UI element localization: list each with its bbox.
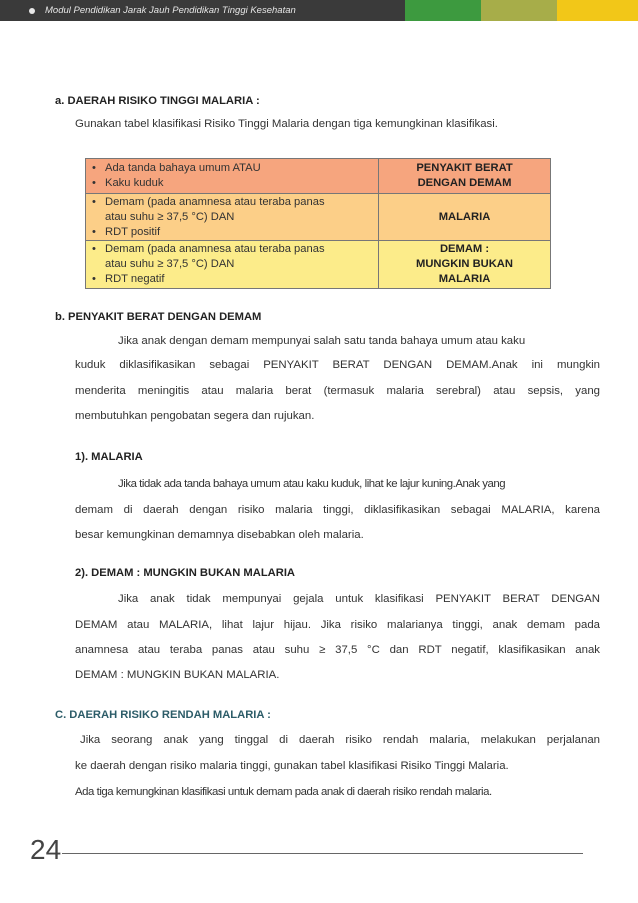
page-number: 24 <box>30 834 62 865</box>
section-c-heading: C. DAERAH RISIKO RENDAH MALARIA : <box>55 709 271 721</box>
table-row <box>86 194 551 241</box>
bullet-icon: • <box>92 273 96 285</box>
bullet-icon <box>29 8 35 14</box>
table-row <box>86 241 551 289</box>
paragraph-line: kuduk diklasifikasikan sebagai PENYAKIT BERAT DENGAN DEMAM.Anak ini mungkin <box>75 359 600 371</box>
paragraph-line: anamnesa atau teraba panas atau suhu ≥ 37,5 °C dan RDT negatif, klasifikasikan anak <box>75 644 600 656</box>
paragraph-line: membutuhkan pengobatan segera dan rujukan. <box>75 410 315 422</box>
signs-cell <box>86 159 379 194</box>
classification-cell <box>379 241 551 289</box>
sign-text: Demam (pada anamnesa atau teraba panas <box>105 195 325 208</box>
classification-text: MALARIA <box>438 273 491 285</box>
paragraph-line: Jika tidak ada tanda bahaya umum atau kaku kuduk, lihat ke lajur kuning.Anak yang <box>118 478 506 490</box>
paragraph-line: Jika seorang anak yang tinggal di daerah risiko rendah malaria, melakukan perjalanan <box>80 734 600 746</box>
header-title-bar <box>0 0 405 21</box>
sub1-heading: 1). MALARIA <box>75 451 143 463</box>
classification-text: PENYAKIT BERAT <box>416 162 513 174</box>
paragraph-line: Jika anak tidak mempunyai gejala untuk klasifikasi PENYAKIT BERAT DENGAN <box>118 593 600 605</box>
paragraph-line: ke daerah dengan risiko malaria tinggi, gunakan tabel klasifikasi Risiko Tinggi Malaria. <box>75 760 509 772</box>
classification-text: MUNGKIN BUKAN <box>416 258 513 270</box>
table-row <box>86 159 551 194</box>
header-olive-block <box>481 0 557 21</box>
section-a-heading: a. DAERAH RISIKO TINGGI MALARIA : <box>55 95 260 107</box>
sign-text: Demam (pada anamnesa atau teraba panas <box>105 243 325 255</box>
bullet-icon: • <box>92 225 96 238</box>
paragraph-line: DEMAM : MUNGKIN BUKAN MALARIA. <box>75 669 280 681</box>
classification-table <box>85 158 551 289</box>
bullet-icon: • <box>92 177 96 189</box>
paragraph-line: demam di daerah dengan risiko malaria tinggi, diklasifikasikan sebagai MALARIA, karena <box>75 504 600 516</box>
footer-rule <box>62 853 583 854</box>
sign-text: RDT positif <box>105 225 161 238</box>
classification-text: DEMAM : <box>439 243 490 255</box>
classification-text: DENGAN DEMAM <box>417 177 512 189</box>
page-header <box>0 0 638 21</box>
header-yellow-block <box>557 0 638 21</box>
paragraph-line: Ada tiga kemungkinan klasifikasi untuk demam pada anak di daerah risiko rendah malaria. <box>75 786 492 798</box>
header-green-block <box>405 0 481 21</box>
classification-text: MALARIA <box>438 210 491 223</box>
paragraph-line: DEMAM atau MALARIA, lihat lajur hijau. Jika risiko malarianya tinggi, anak demam pada <box>75 619 600 631</box>
bullet-icon: • <box>92 162 96 174</box>
header-title: Modul Pendidikan Jarak Jauh Pendidikan Tinggi Kesehatan <box>45 5 296 16</box>
bullet-icon: • <box>92 195 96 208</box>
sign-text: atau suhu ≥ 37,5 °C) DAN <box>105 210 235 223</box>
signs-cell <box>86 194 379 241</box>
sign-text: Kaku kuduk <box>105 177 164 189</box>
section-a-intro: Gunakan tabel klasifikasi Risiko Tinggi Malaria dengan tiga kemungkinan klasifikasi. <box>75 118 498 130</box>
sign-text: RDT negatif <box>105 273 165 285</box>
classification-cell <box>379 159 551 194</box>
paragraph-line: besar kemungkinan demamnya disebabkan oleh malaria. <box>75 529 364 541</box>
section-b-heading: b. PENYAKIT BERAT DENGAN DEMAM <box>55 311 262 323</box>
paragraph-line: Jika anak dengan demam mempunyai salah satu tanda bahaya umum atau kaku <box>118 335 526 347</box>
paragraph-line: menderita meningitis atau malaria berat (termasuk malaria serebral) atau sepsis, yang <box>75 385 600 397</box>
signs-cell <box>86 241 379 289</box>
classification-cell <box>379 194 551 241</box>
sign-text: atau suhu ≥ 37,5 °C) DAN <box>105 258 235 270</box>
sub2-heading: 2). DEMAM : MUNGKIN BUKAN MALARIA <box>75 567 296 579</box>
bullet-icon: • <box>92 243 96 255</box>
sign-text: Ada tanda bahaya umum ATAU <box>105 162 261 174</box>
